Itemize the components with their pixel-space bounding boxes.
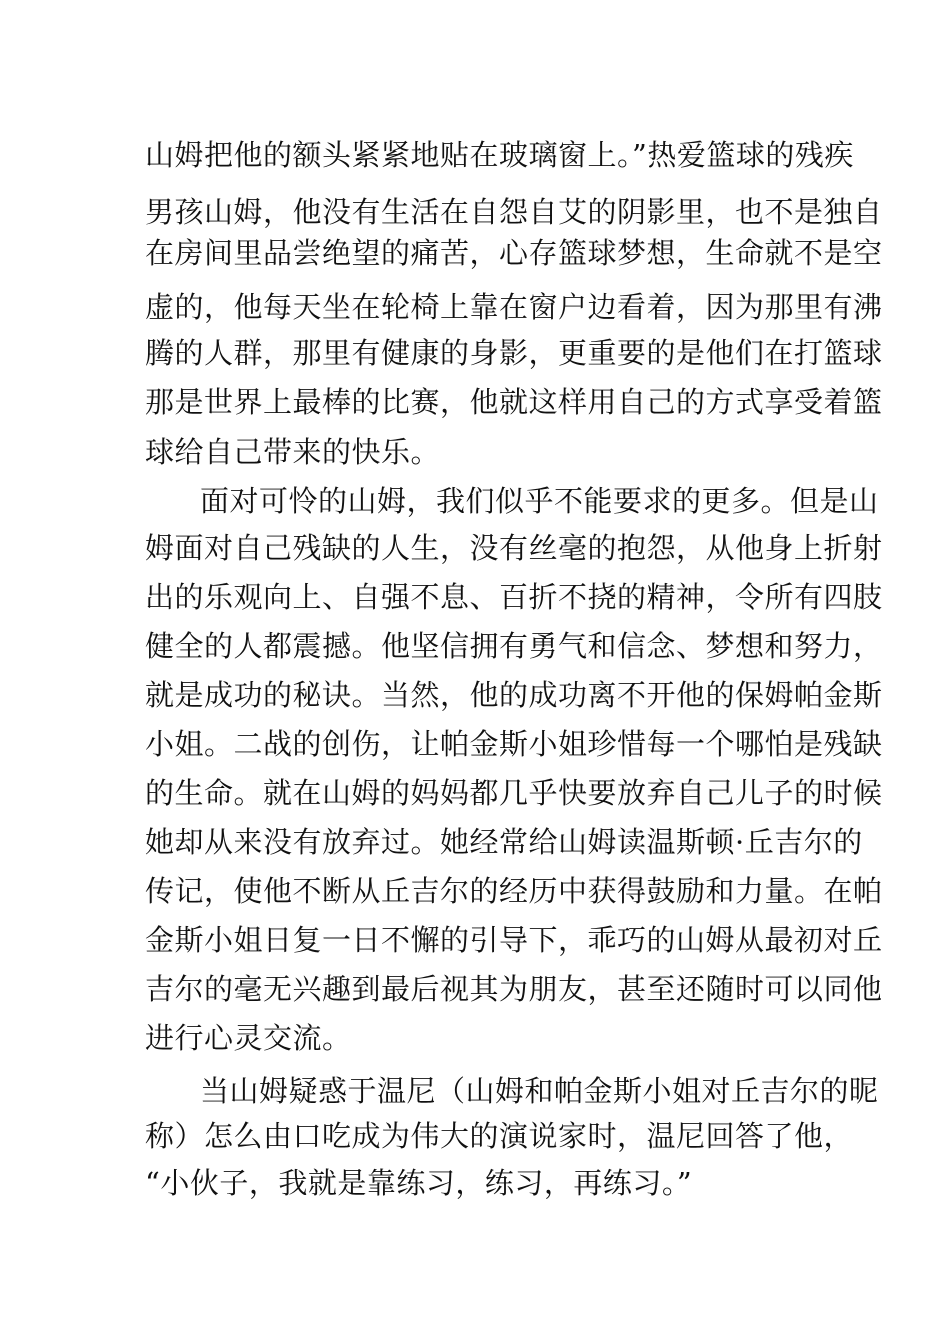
text-line: 她却从来没有放弃过。她经常给山姆读温斯顿·丘吉尔的 [145,825,863,859]
text-line: 称）怎么由口吃成为伟大的演说家时，温尼回答了他， [145,1119,854,1153]
text-line: “小伙子，我就是靠练习，练习，再练习。” [145,1166,693,1200]
text-line: 健全的人都震撼。他坚信拥有勇气和信念、梦想和努力， [145,629,883,663]
text-line: 腾的人群，那里有健康的身影，更重要的是他们在打篮球 [145,336,883,370]
text-line: 出的乐观向上、自强不息、百折不挠的精神，令所有四肢 [145,580,883,614]
text-line: 吉尔的毫无兴趣到最后视其为朋友，甚至还随时可以同他 [145,972,883,1006]
text-line: 就是成功的秘诀。当然，他的成功离不开他的保姆帕金斯 [145,678,883,712]
text-line: 面对可怜的山姆，我们似乎不能要求的更多。但是山 [200,484,879,518]
text-line: 在房间里品尝绝望的痛苦，心存篮球梦想，生命就不是空 [145,236,883,270]
text-line: 当山姆疑惑于温尼（山姆和帕金斯小姐对丘吉尔的昵 [200,1074,879,1108]
text-line: 传记，使他不断从丘吉尔的经历中获得鼓励和力量。在帕 [145,874,883,908]
text-line: 姆面对自己残缺的人生，没有丝毫的抱怨，从他身上折射 [145,531,883,565]
text-line: 山姆把他的额头紧紧地贴在玻璃窗上。”热爱篮球的残疾 [145,138,854,172]
text-line: 那是世界上最棒的比赛，他就这样用自己的方式享受着篮 [145,385,883,419]
text-line: 小姐。二战的创伤，让帕金斯小姐珍惜每一个哪怕是残缺 [145,727,883,761]
text-line: 球给自己带来的快乐。 [145,435,441,469]
text-line: 虚的，他每天坐在轮椅上靠在窗户边看着，因为那里有沸 [145,290,883,324]
text-line: 进行心灵交流。 [145,1021,352,1055]
text-line: 金斯小姐日复一日不懈的引导下，乖巧的山姆从最初对丘 [145,923,883,957]
text-line: 男孩山姆，他没有生活在自怨自艾的阴影里，也不是独自 [145,195,883,229]
text-line: 的生命。就在山姆的妈妈都几乎快要放弃自己儿子的时候 [145,776,883,810]
